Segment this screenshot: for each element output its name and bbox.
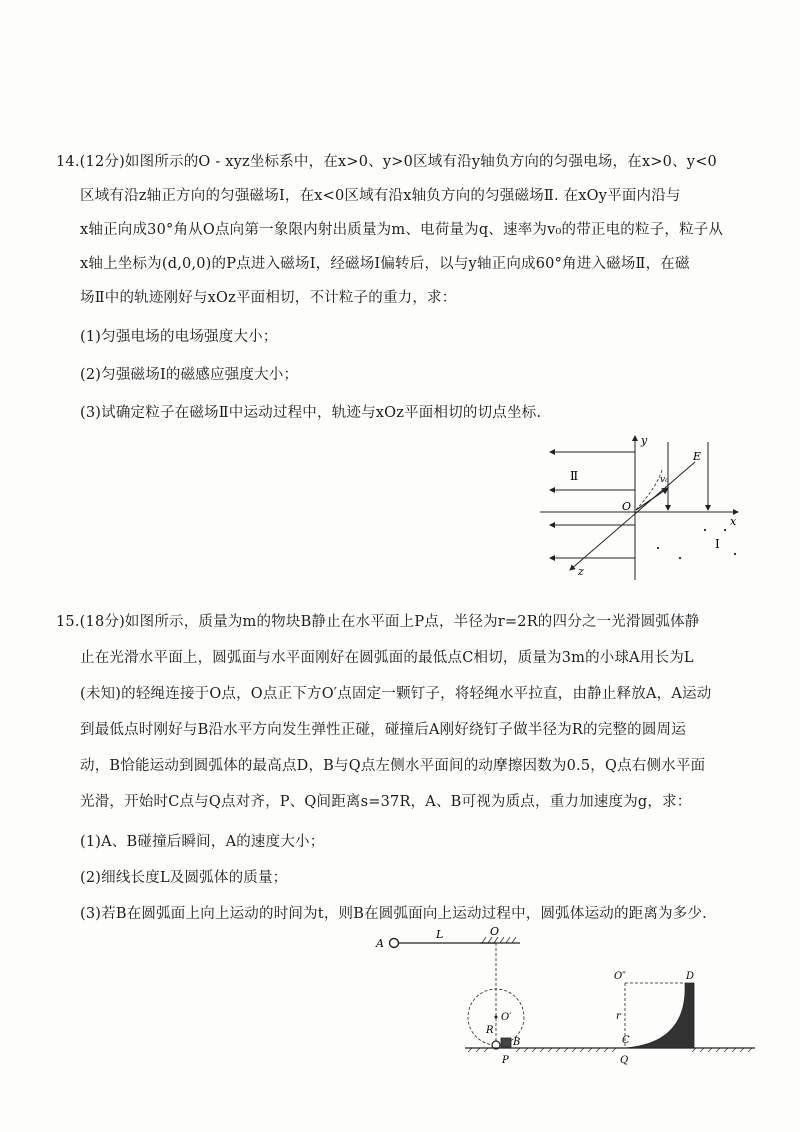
q14-line-3: x轴正向成30°角从O点向第一象限内射出质量为m、电荷量为q、速率为v₀的带正电的粒子，粒子从 [80,222,724,238]
q15-line-3: (未知)的轻绳连接于O点，O点正下方O′点固定一颗钉子，将轻绳水平拉直，由静止释放A，A运动 [80,686,712,702]
q15-sub-3: (3)若B在圆弧面上向上运动的时间为t，则B在圆弧面向上运动过程中，圆弧体运动的距离为多少. [80,906,707,922]
fig14-label-I: I [715,537,720,551]
fig14-label-E: E [693,450,702,463]
q15-line-1: 15.(18分)如图所示，质量为m的物块B静止在水平面上P点，半径为r=2R的四分之一光滑圆弧体静 [56,614,700,630]
q15-figure [370,925,770,1075]
q14-sub-2: (2)匀强磁场Ⅰ的磁感应强度大小； [80,367,299,383]
fig15-label-Q: Q [620,1055,629,1066]
q15-line-6: 光滑，开始时C点与Q点对齐，P、Q间距离s=37R，A、B可视为质点，重力加速度为g，求： [80,794,692,810]
fig14-label-y: y [641,434,648,447]
fig14-label-v0: v₀ [660,475,669,485]
q14-line-4: x轴上坐标为(d,0,0)的P点进入磁场Ⅰ，经磁场Ⅰ偏转后，以与y轴正向成60°角进入磁场Ⅱ，在磁 [80,256,690,272]
q14-line-5: 场Ⅱ中的轨迹刚好与xOz平面相切，不计粒子的重力，求： [80,290,457,306]
fig15-label-O: O [490,925,500,938]
q15-line-5: 动，B恰能运动到圆弧体的最高点D，B与Q点左侧水平面间的动摩擦因数为0.5，Q点右侧水平面 [80,758,706,774]
fig15-label-D: D [686,971,695,982]
fig14-label-z: z [578,565,584,578]
fig15-label-O1: O′ [501,1012,512,1023]
fig14-label-x: x [730,515,737,528]
fig15-label-r: r [616,1011,621,1022]
q14-sub-1: (1)匀强电场的电场强度大小； [80,329,278,345]
q15-sub-2: (2)细线长度L及圆弧体的质量； [80,870,288,886]
fig15-label-B: B [513,1037,521,1048]
fig14-label-II: Ⅱ [570,469,579,483]
q15-sub-1: (1)A、B碰撞后瞬间，A的速度大小； [80,834,325,850]
fig15-label-L: L [436,928,444,941]
fig15-label-A: A [376,937,384,950]
q14-line-2: 区域有沿z轴正方向的匀强磁场Ⅰ，在x<0区域有沿x轴负方向的匀强磁场Ⅱ. 在xOy平面内沿与 [80,188,681,204]
q15-line-2: 止在光滑水平面上，圆弧面与水平面刚好在圆弧面的最低点C相切，质量为3m的小球A用长为L [80,650,694,666]
q15-line-4: 到最低点时刚好与B沿水平方向发生弹性正碰，碰撞后A刚好绕钉子做半径为R的完整的圆周运 [80,722,686,738]
fig15-label-C: C [622,1035,630,1046]
q14-line-1: 14.(12分)如图所示的O - xyz坐标系中，在x>0、y>0区域有沿y轴负方向的匀强电场，在x>0、y<0 [56,154,717,170]
fig15-label-O2: O″ [614,971,626,982]
fig15-label-P: P [502,1055,509,1066]
fig14-label-O: O [622,500,632,513]
q14-figure [540,430,750,590]
q14-sub-3: (3)试确定粒子在磁场Ⅱ中运动过程中，轨迹与xOz平面相切的切点坐标. [80,405,542,421]
fig15-label-R: R [486,1025,494,1036]
